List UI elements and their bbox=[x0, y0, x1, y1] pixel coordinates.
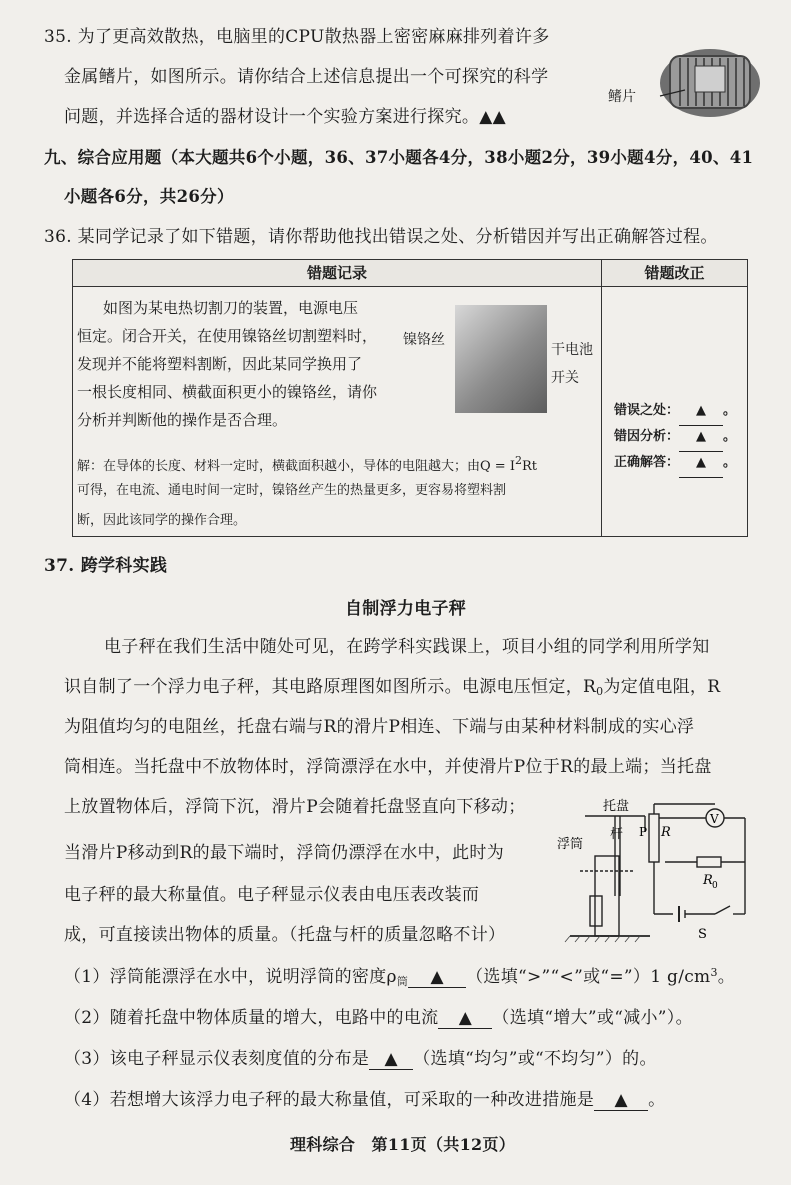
label-switch: 开关 bbox=[551, 370, 579, 386]
q37-para-1: 电子秤在我们生活中随处可见，在跨学科实践课上，项目小组的同学利用所学知 bbox=[104, 637, 710, 657]
float-scale-circuit-diagram bbox=[555, 796, 765, 946]
q37-title: 自制浮力电子秤 bbox=[345, 599, 467, 619]
subq-3: （3）该电子秤显示仪表刻度值的分布是 ▲ （选填“均匀”或“不均匀”）的。 bbox=[64, 1049, 657, 1069]
col-header-correction: 错题改正 bbox=[602, 260, 748, 287]
cutter-photo bbox=[455, 305, 547, 413]
q37-para-2: 识自制了一个浮力电子秤，其电路原理图如图所示。电源电压恒定，$R_0$为定值电阻，R bbox=[64, 677, 721, 698]
record-line-3: 发现并不能将塑料割断，因此某同学换用了 bbox=[77, 355, 363, 373]
blank-subq-4[interactable]: ▲ bbox=[594, 1090, 648, 1111]
record-line-2: 恒定。闭合开关，在使用镍铬丝切割塑料时， bbox=[77, 327, 378, 345]
correction-error: 错误之处： ▲ 。 bbox=[614, 397, 736, 426]
q37-para-7: 电子秤的最大称量值。电子秤显示仪表由电压表改装而 bbox=[64, 885, 480, 905]
error-record-table bbox=[72, 259, 748, 537]
correction-cause: 错因分析： ▲ 。 bbox=[614, 423, 736, 452]
label-rod: 杆 bbox=[610, 827, 624, 842]
label-r0-sub: 0 bbox=[712, 881, 718, 891]
q37-para-5: 上放置物体后，浮筒下沉，滑片P会随着托盘竖直向下移动； bbox=[64, 797, 526, 817]
label-wire: 镍铬丝 bbox=[403, 332, 445, 348]
blank-subq-1[interactable]: ▲ bbox=[408, 967, 466, 988]
q35-line-3: 问题，并选择合适的器材设计一个实验方案进行探究。▲▲ bbox=[64, 107, 506, 127]
solution-line-3: 断，因此该同学的操作合理。 bbox=[77, 513, 247, 528]
solution-line-1: 解：在导体的长度、材料一定时，横截面积越小，导体的电阻越大；由$Q = I^2Rt$ bbox=[77, 454, 537, 474]
q37-para-3: 为阻值均匀的电阻丝，托盘右端与R的滑片P相连、下端与由某种材料制成的实心浮 bbox=[64, 717, 695, 737]
record-cell bbox=[73, 287, 602, 537]
section9-line-1: 九、综合应用题（本大题共6个小题，36、37小题各4分，38小题2分，39小题4分，40、41 bbox=[44, 148, 754, 167]
blank-answer[interactable]: ▲ bbox=[679, 449, 723, 478]
record-line-5: 分析并判断他的操作是否合理。 bbox=[77, 411, 288, 429]
q36-intro: 36. 某同学记录了如下错题，请你帮助他找出错误之处、分析错因并写出正确解答过程。 bbox=[44, 227, 718, 247]
label-battery: 干电池 bbox=[551, 342, 593, 358]
subq-4: （4）若想增大该浮力电子秤的最大称量值，可采取的一种改进措施是 ▲ 。 bbox=[64, 1090, 666, 1110]
solution-line-2: 可得，在电流、通电时间一定时，镍铬丝产生的热量更多，更容易将塑料割 bbox=[77, 483, 507, 498]
subq-1: （1）浮筒能漂浮在水中，说明浮筒的密度$\rho_筒$ ▲ （选填“>”“<”或“=”）1 $g/cm^3$。 bbox=[64, 966, 736, 988]
label-resistor-r: R bbox=[661, 825, 671, 840]
record-line-4: 一根长度相同、横截面积更小的镍铬丝，请你 bbox=[77, 383, 378, 401]
blank-error[interactable]: ▲ bbox=[679, 397, 723, 426]
q37-para-4: 筒相连。当托盘中不放物体时，浮筒漂浮在水中，并使滑片P位于R的最上端；当托盘 bbox=[64, 757, 712, 777]
col-header-record: 错题记录 bbox=[73, 260, 602, 287]
q37-para-8: 成，可直接读出物体的质量。（托盘与杆的质量忽略不计） bbox=[64, 925, 506, 945]
q35-line-2: 金属鳍片，如图所示。请你结合上述信息提出一个可探究的科学 bbox=[64, 67, 549, 87]
subq-2: （2）随着托盘中物体质量的增大，电路中的电流 ▲ （选填“增大”或“减小”）。 bbox=[64, 1008, 693, 1028]
label-voltmeter: V bbox=[710, 812, 719, 826]
q37-heading: 37. 跨学科实践 bbox=[44, 556, 168, 576]
label-switch-s: S bbox=[698, 927, 707, 942]
label-r0: R bbox=[703, 873, 713, 888]
correction-answer: 正确解答： ▲ 。 bbox=[614, 449, 736, 478]
q35-line-1: 35. 为了更高效散热，电脑里的CPU散热器上密密麻麻排列着许多 bbox=[44, 27, 550, 47]
correction-cell bbox=[602, 287, 748, 537]
blank-cause[interactable]: ▲ bbox=[679, 423, 723, 452]
label-float: 浮筒 bbox=[557, 837, 584, 852]
label-slider-p: P bbox=[639, 825, 648, 839]
record-line-1: 如图为某电热切割刀的装置，电源电压 bbox=[103, 299, 359, 317]
page-footer: 理科综合 第11页（共12页） bbox=[290, 1135, 516, 1154]
q37-para-6: 当滑片P移动到R的最下端时，浮筒仍漂浮在水中，此时为 bbox=[64, 843, 505, 863]
blank-subq-3[interactable]: ▲ bbox=[369, 1049, 413, 1070]
label-tray: 托盘 bbox=[603, 799, 630, 814]
cpu-heatsink-image bbox=[640, 28, 765, 128]
fin-label: 鳍片 bbox=[608, 89, 636, 105]
blank-subq-2[interactable]: ▲ bbox=[438, 1008, 492, 1029]
section9-line-2: 小题各6分，共26分） bbox=[64, 187, 234, 206]
